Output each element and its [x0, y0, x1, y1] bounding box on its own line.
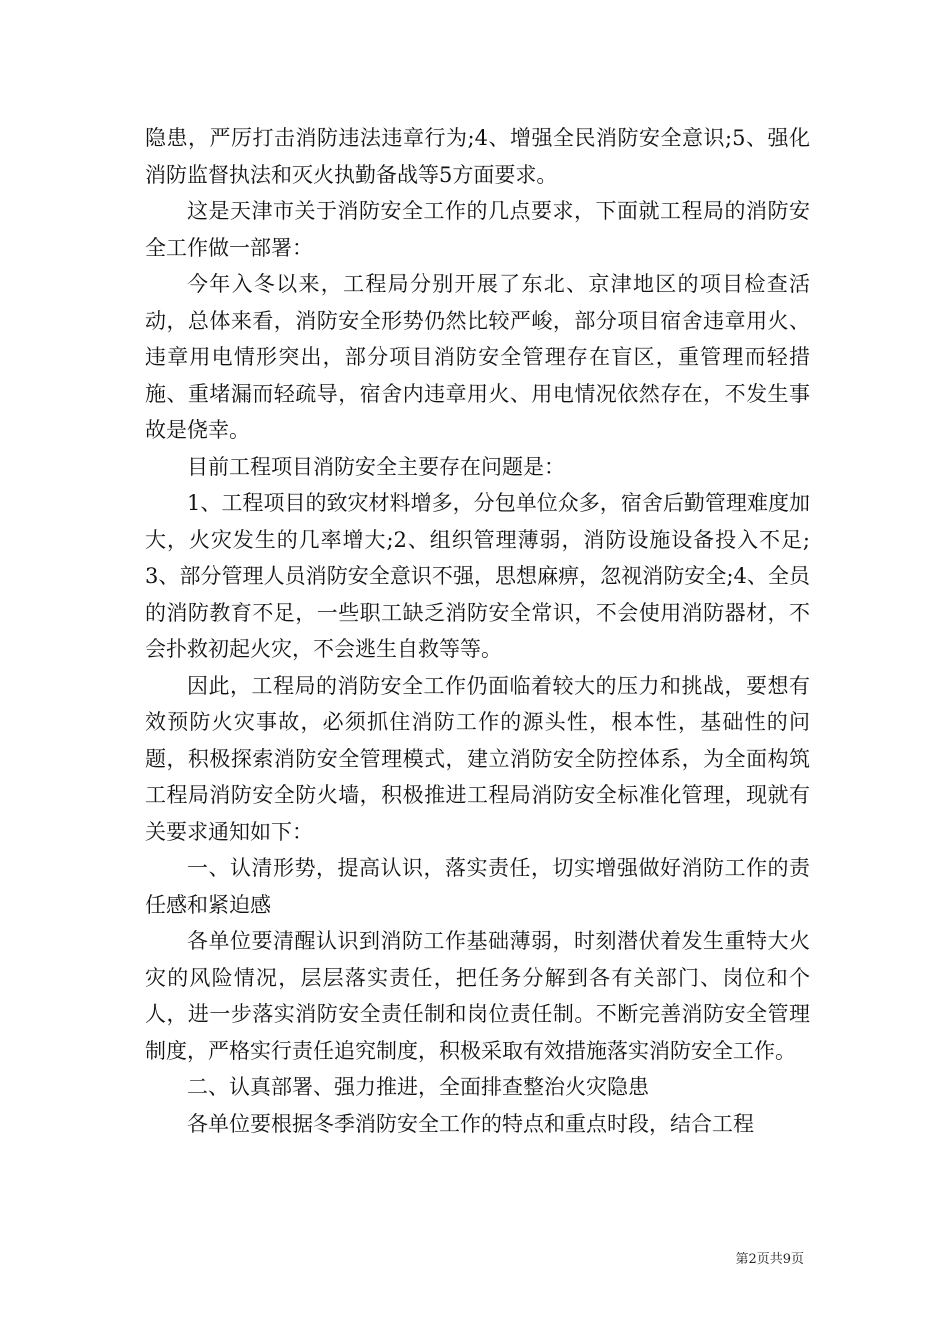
paragraph-problems-heading: 目前工程项目消防安全主要存在问题是： — [187, 454, 565, 479]
paragraph-problems-list: 1、工程项目的致灾材料增多，分包单位众多，宿舍后勤管理难度加大，火灾发生的几率增大;2、组织管理薄弱，消防设施设备投入不足;3、部分管理人员消防安全意识不强，思想麻痹，忽视消防安全;4、全员的消防教育不足，一些职工缺乏消防安全常识，不会使用消防器材，不会扑救初起火灾，不会逃生自救等等。 — [145, 491, 810, 661]
paragraph-therefore: 因此，工程局的消防安全工作仍面临着较大的压力和挑战，要想有效预防火灾事故，必须抓住消防工作的源头性，根本性，基础性的问题，积极探索消防安全管理模式，建立消防安全防控体系，为全面构筑工程局消防安全防火墙，积极推进工程局消防安全标准化管理，现就有关要求通知如下： — [145, 673, 810, 844]
document-body — [145, 120, 810, 1142]
paragraph-continuation: 隐患，严厉打击消防违法违章行为;4、增强全民消防安全意识;5、强化消防监督执法和灭火执勤备战等5方面要求。 — [145, 126, 810, 187]
section-heading-2: 二、认真部署、强力推进，全面排查整治火灾隐患 — [187, 1075, 649, 1099]
section-heading-1: 一、认清形势，提高认识，落实责任，切实增强做好消防工作的责任感和紧迫感 — [145, 856, 810, 917]
page-number: 第2页共9页 — [735, 1252, 804, 1267]
paragraph-responsibility: 各单位要清醒认识到消防工作基础薄弱，时刻潜伏着发生重特大火灾的风险情况，层层落实责任，把任务分解到各有关部门、岗位和个人，进一步落实消防安全责任制和岗位责任制。不断完善消防安全管理制度，严格实行责任追究制度，积极采取有效措施落实消防安全工作。 — [145, 929, 810, 1063]
paragraph-inspection: 今年入冬以来，工程局分别开展了东北、京津地区的项目检查活动，总体来看，消防安全形势仍然比较严峻，部分项目宿舍违章用火、违章用电情形突出，部分项目消防安全管理存在盲区，重管理而轻措施、重堵漏而轻疏导，宿舍内违章用火、用电情况依然存在，不发生事故是侥幸。 — [145, 272, 810, 442]
paragraph-intro: 这是天津市关于消防安全工作的几点要求，下面就工程局的消防安全工作做一部署： — [145, 199, 810, 260]
paragraph-season: 各单位要根据冬季消防安全工作的特点和重点时段，结合工程 — [187, 1111, 754, 1136]
